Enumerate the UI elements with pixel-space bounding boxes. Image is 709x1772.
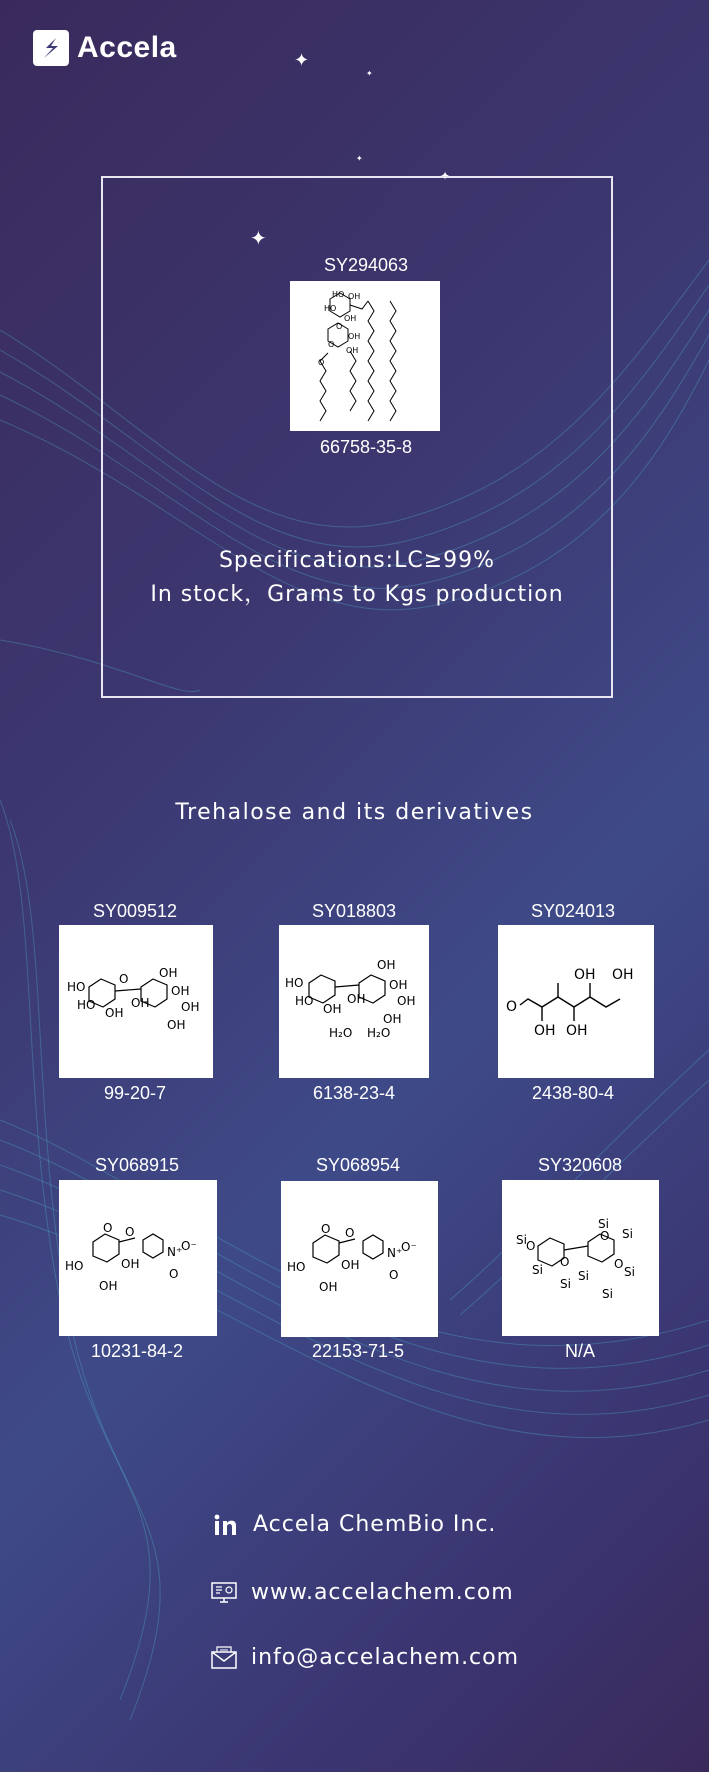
svg-text:OH: OH [341, 1258, 360, 1272]
svg-text:Si: Si [532, 1263, 543, 1277]
svg-text:OH: OH [344, 314, 357, 323]
spec-purity: Specifications:LC≥99% [218, 548, 496, 573]
product-cas-number: 6138-23-4 [312, 1083, 396, 1103]
svg-text:OH: OH [377, 958, 396, 972]
svg-text:OH: OH [389, 978, 408, 992]
svg-text:Si: Si [598, 1217, 609, 1231]
product-code: SY024013 [530, 901, 616, 921]
svg-text:O⁻: O⁻ [401, 1240, 417, 1254]
svg-text:O: O [345, 1226, 355, 1240]
svg-text:OH: OH [131, 996, 150, 1010]
product-code: SY009512 [92, 901, 178, 921]
contact-website[interactable] [211, 1580, 514, 1605]
svg-text:HO: HO [295, 994, 314, 1008]
svg-text:OH: OH [167, 1018, 186, 1032]
svg-text:HO: HO [332, 290, 345, 299]
product-structure-image [59, 1180, 217, 1336]
svg-text:N⁺: N⁺ [167, 1245, 183, 1259]
svg-text:O: O [328, 340, 335, 349]
sparkle-icon: ✦ [250, 226, 267, 250]
svg-text:OH: OH [171, 984, 190, 998]
svg-text:O: O [526, 1239, 536, 1253]
svg-text:HO: HO [324, 304, 337, 313]
svg-text:OH: OH [105, 1006, 124, 1020]
accela-logo-icon [33, 30, 69, 66]
svg-text:OH: OH [347, 992, 366, 1006]
product-structure-image [59, 925, 213, 1078]
svg-text:OH: OH [383, 1012, 402, 1026]
svg-text:OH: OH [121, 1257, 140, 1271]
svg-text:O: O [318, 358, 325, 367]
svg-text:H₂O: H₂O [329, 1026, 353, 1040]
svg-text:OH: OH [99, 1279, 118, 1293]
svg-text:OH: OH [397, 994, 416, 1008]
hero-cas-number: 66758-35-8 [319, 437, 413, 457]
sparkle-icon: ✦ [366, 69, 373, 78]
svg-text:HO: HO [65, 1259, 84, 1273]
website-icon [211, 1581, 237, 1605]
product-code: SY068954 [315, 1155, 401, 1175]
svg-text:HO: HO [67, 980, 86, 994]
svg-text:OH: OH [181, 1000, 200, 1014]
svg-text:O: O [103, 1221, 113, 1235]
contact-company[interactable] [213, 1512, 496, 1537]
svg-text:O: O [560, 1255, 570, 1269]
product-code: SY018803 [311, 901, 397, 921]
product-cas-number: 22153-71-5 [311, 1341, 405, 1361]
svg-text:O: O [389, 1268, 399, 1282]
hero-structure-image [290, 281, 440, 431]
brand-name: Accela [77, 31, 177, 64]
sparkle-icon: ✦ [294, 50, 310, 71]
product-code: SY320608 [537, 1155, 623, 1175]
svg-text:HO: HO [77, 998, 96, 1012]
svg-text:OH: OH [346, 346, 359, 355]
product-cas-number: N/A [564, 1341, 595, 1361]
svg-text:Si: Si [560, 1277, 571, 1291]
sparkle-icon: ✦ [356, 154, 363, 163]
svg-text:O: O [321, 1222, 331, 1236]
website-link[interactable]: www.accelachem.com [251, 1580, 514, 1605]
svg-text:O: O [336, 322, 343, 331]
svg-text:OH: OH [566, 1023, 588, 1039]
svg-text:OH: OH [534, 1023, 556, 1039]
svg-text:HO: HO [287, 1260, 306, 1274]
svg-text:Si: Si [602, 1287, 613, 1301]
svg-text:OH: OH [348, 292, 361, 301]
svg-text:OH: OH [319, 1280, 338, 1294]
svg-text:HO: HO [285, 976, 304, 990]
svg-text:O⁻: O⁻ [181, 1239, 197, 1253]
svg-text:OH: OH [348, 332, 361, 341]
svg-text:Si: Si [624, 1265, 635, 1279]
svg-text:Si: Si [516, 1233, 527, 1247]
svg-text:OH: OH [574, 967, 596, 983]
brand-logo [33, 30, 177, 66]
product-structure-image [279, 925, 429, 1078]
product-cas-number: 99-20-7 [103, 1083, 167, 1103]
email-icon [211, 1646, 237, 1670]
product-code: SY068915 [94, 1155, 180, 1175]
spec-stock: In stock，Grams to Kgs production [150, 582, 564, 607]
svg-text:O: O [125, 1225, 135, 1239]
hero-product-code: SY294063 [323, 255, 409, 275]
product-cas-number: 10231-84-2 [90, 1341, 184, 1361]
sparkle-icon: ✦ [440, 169, 451, 183]
section-title: Trehalose and its derivatives [175, 800, 534, 825]
contact-email[interactable] [211, 1645, 519, 1670]
product-structure-image [498, 925, 654, 1078]
svg-text:OH: OH [323, 1002, 342, 1016]
svg-text:O: O [506, 999, 518, 1015]
linkedin-icon [213, 1513, 239, 1537]
svg-text:O: O [119, 972, 129, 986]
company-name: Accela ChemBio Inc. [253, 1512, 497, 1537]
svg-text:H₂O: H₂O [367, 1026, 391, 1040]
svg-text:Si: Si [578, 1269, 589, 1283]
product-structure-image [502, 1180, 659, 1336]
svg-text:O: O [600, 1229, 610, 1243]
email-link[interactable]: info@accelachem.com [251, 1645, 520, 1670]
svg-text:OH: OH [612, 967, 634, 983]
svg-text:OH: OH [159, 966, 178, 980]
svg-text:O: O [614, 1257, 624, 1271]
product-cas-number: 2438-80-4 [531, 1083, 615, 1103]
product-structure-image [281, 1181, 438, 1337]
svg-text:Si: Si [622, 1227, 633, 1241]
svg-text:O: O [169, 1267, 179, 1281]
svg-text:N⁺: N⁺ [387, 1246, 403, 1260]
